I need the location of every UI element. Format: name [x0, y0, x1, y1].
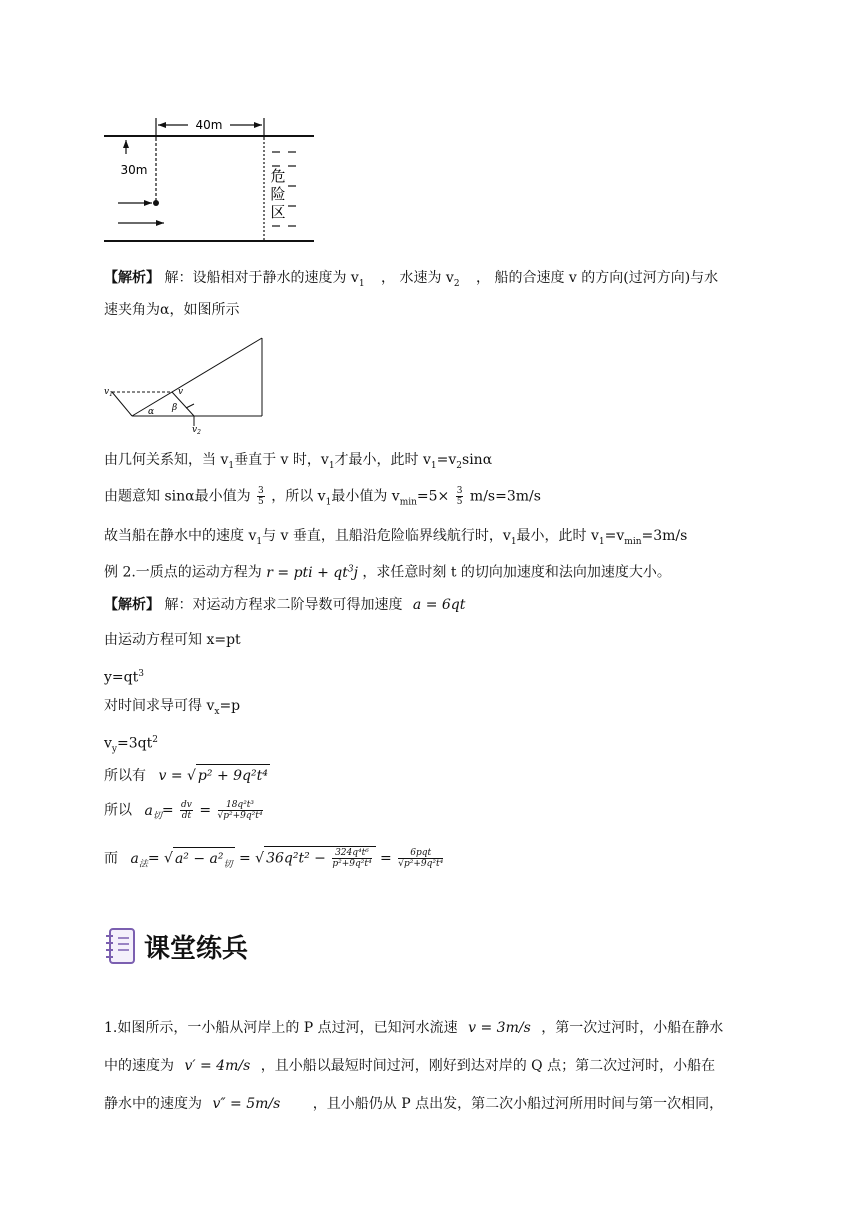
geometry-relation: 由几何关系知，当 $v_1$垂直于 v 时，$v_1$才最小，此时 $v_1=v_2\sin\alpha$: [104, 452, 493, 471]
label-v2: $v_2$: [192, 425, 201, 434]
exercise1-line1: 1.如图所示，一小船从河岸上的 P 点过河，已知河水流速 v = 3m/s ，第一次过河时，小船在静水: [104, 1020, 724, 1036]
analysis-tag: 【解析】: [104, 270, 160, 286]
label-v: v: [178, 387, 184, 397]
analysis2-line: 【解析】 解：对运动方程求二阶导数可得加速度 a = 6qt: [104, 597, 466, 613]
height-label: 30m: [120, 163, 148, 177]
motion-equation: r = pti + $qt^3j$: [266, 564, 358, 581]
fraction-3-5: $\frac{3}{5}$: [258, 486, 264, 507]
width-label: 40m: [195, 118, 223, 132]
velocity-triangle-diagram: [104, 334, 274, 434]
step-y: $y=qt^3$: [104, 669, 144, 686]
min-value-line: 由题意知 sinα最小值为 $\frac{3}{5}$ ，所以 $v_1$最小值为 $v_{min}=5\times$ $\frac{3}{5}$ m/s=3m/s: [104, 486, 541, 508]
danger-zone-char-1: 危: [270, 167, 286, 185]
danger-zone-char-3: 区: [270, 203, 286, 221]
label-alpha: α: [148, 407, 155, 417]
boat-dot: [153, 200, 159, 206]
river-diagram: [104, 108, 318, 248]
conclusion-line: 故当船在静水中的速度 $v_1$与 v 垂直，且船沿危险临界线航行时，$v_1$最小，此时 $v_1=v_{min}=3m/s$: [104, 528, 688, 547]
velocity-eq: 所以有 v = √ p² + 9q²t⁴: [104, 764, 270, 786]
section-heading: [104, 924, 248, 968]
acceleration-eq: a = 6qt: [412, 597, 466, 613]
step-vx: 对时间求导可得 $v_x=p$: [104, 698, 241, 717]
analysis1-line1: 【解析】 解：设船相对于静水的速度为 $v_1$ ， 水速为 $v_2$ ， 船的合速度 v 的方向(过河方向)与水: [104, 270, 719, 289]
label-beta: β: [172, 403, 178, 413]
label-v1: $v_1$: [104, 387, 113, 398]
normal-acc-eq: 而 $a_法=$ √ $a^2 - a^2_切$ = √ 36q²t² − $\frac{\text{324q⁴t⁶}}{\text{p²+9q²t⁴}}$ = $\frac{\text{6pqt}}{\text{√p²+9q²t⁴}}$: [104, 846, 445, 874]
exercise1-line2: 中的速度为 v′ = 4m/s ，且小船以最短时间过河，刚好到达对岸的 Q 点；第二次过河时，小船在: [104, 1058, 716, 1074]
section-title: 课堂练兵: [144, 933, 249, 964]
tangential-acc-eq: 所以 $a_切=$ $\frac{dv}{dt}$ = $\frac{\text{18q²t³}}{\text{√p²+9q²t⁴}}$: [104, 800, 263, 822]
fraction-3-5-b: $\frac{3}{5}$: [456, 486, 463, 507]
analysis1-line2: 速夹角为α，如图所示: [104, 302, 240, 318]
exercise1-line3: 静水中的速度为 v″ = 5m/s ，且小船仍从 P 点出发，第二次小船过河所用时间与第一次相同，: [104, 1096, 724, 1112]
step-x: 由运动方程可知 x=pt: [104, 632, 241, 648]
example2-line: 例 2.一质点的运动方程为 r = pti + $qt^3j$ ，求任意时刻 t 的切向加速度和法向加速度大小。: [104, 564, 671, 581]
step-vy: $v_y=3qt^2$: [104, 735, 158, 755]
notebook-icon: [104, 926, 138, 966]
danger-zone-char-2: 险: [270, 185, 286, 203]
